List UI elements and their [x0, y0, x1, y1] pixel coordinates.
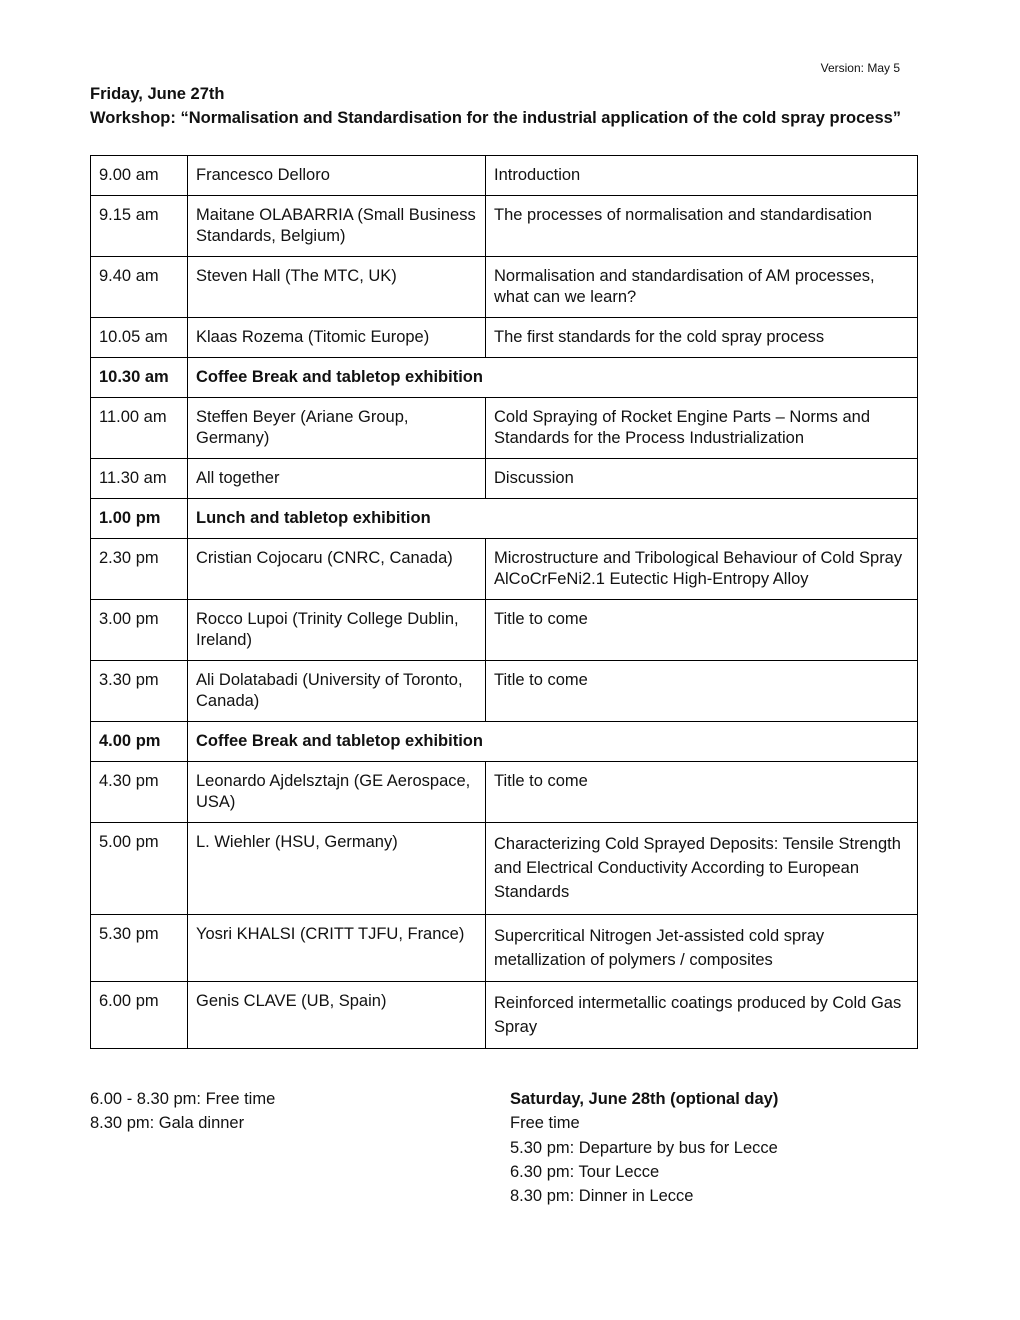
table-row [91, 318, 918, 358]
saturday-item: Free time [510, 1114, 580, 1133]
table-row [91, 661, 918, 722]
title-cell: Title to come [486, 762, 918, 823]
speaker-cell: Leonardo Ajdelsztajn (GE Aerospace, USA) [188, 762, 486, 823]
speaker-cell: Yosri KHALSI (CRITT TJFU, France) [188, 915, 486, 982]
time-cell: 3.00 pm [91, 600, 188, 661]
time-cell: 4.00 pm [91, 722, 188, 762]
saturday-item: 8.30 pm: Dinner in Lecce [510, 1187, 694, 1206]
speaker-cell: All together [188, 459, 486, 499]
speaker-cell: Ali Dolatabadi (University of Toronto, Canada) [188, 661, 486, 722]
title-cell: Discussion [486, 459, 918, 499]
time-cell: 9.15 am [91, 196, 188, 257]
time-cell: 10.30 am [91, 358, 188, 398]
time-cell: 5.00 pm [91, 823, 188, 915]
event-cell: Coffee Break and tabletop exhibition [188, 722, 918, 762]
table-row [91, 499, 918, 539]
table-row [91, 915, 918, 982]
workshop-title: Workshop: “Normalisation and Standardisation for the industrial application of the cold spray process” [90, 109, 902, 127]
table-row [91, 156, 918, 196]
table-row [91, 539, 918, 600]
saturday-item: 5.30 pm: Departure by bus for Lecce [510, 1138, 778, 1157]
title-cell: Normalisation and standardisation of AM processes, what can we learn? [486, 257, 918, 318]
saturday-title: Saturday, June 28th (optional day) [510, 1090, 779, 1108]
time-cell: 2.30 pm [91, 539, 188, 600]
table-row [91, 982, 918, 1049]
day-title: Friday, June 27th [90, 85, 225, 103]
speaker-cell: Steffen Beyer (Ariane Group, Germany) [188, 398, 486, 459]
title-cell: Microstructure and Tribological Behaviour of Cold Spray AlCoCrFeNi2.1 Eutectic High-Entropy Alloy [486, 539, 918, 600]
title-cell: Title to come [486, 600, 918, 661]
title-cell: The processes of normalisation and standardisation [486, 196, 918, 257]
time-cell: 11.00 am [91, 398, 188, 459]
time-cell: 9.40 am [91, 257, 188, 318]
speaker-cell: Steven Hall (The MTC, UK) [188, 257, 486, 318]
speaker-cell: Cristian Cojocaru (CNRC, Canada) [188, 539, 486, 600]
table-row [91, 459, 918, 499]
title-cell: Reinforced intermetallic coatings produced by Cold Gas Spray [486, 982, 918, 1049]
event-cell: Coffee Break and tabletop exhibition [188, 358, 918, 398]
schedule-table [90, 155, 918, 1049]
evening-program [90, 1087, 275, 1136]
speaker-cell: Genis CLAVE (UB, Spain) [188, 982, 486, 1049]
title-cell: Supercritical Nitrogen Jet-assisted cold spray metallization of polymers / composites [486, 915, 918, 982]
speaker-cell: Francesco Delloro [188, 156, 486, 196]
speaker-cell: Maitane OLABARRIA (Small Business Standards, Belgium) [188, 196, 486, 257]
table-row [91, 257, 918, 318]
page-heading [90, 82, 916, 130]
table-row [91, 196, 918, 257]
table-row [91, 722, 918, 762]
evening-item: 6.00 - 8.30 pm: Free time [90, 1090, 276, 1108]
time-cell: 10.05 am [91, 318, 188, 358]
table-row [91, 762, 918, 823]
time-cell: 3.30 pm [91, 661, 188, 722]
saturday-item: 6.30 pm: Tour Lecce [510, 1162, 660, 1181]
table-row [91, 600, 918, 661]
speaker-cell: L. Wiehler (HSU, Germany) [188, 823, 486, 915]
time-cell: 5.30 pm [91, 915, 188, 982]
title-cell: Introduction [486, 156, 918, 196]
table-row [91, 398, 918, 459]
table-row [91, 823, 918, 915]
version-label: Version: May 5 [820, 61, 900, 75]
speaker-cell: Rocco Lupoi (Trinity College Dublin, Ireland) [188, 600, 486, 661]
title-cell: Cold Spraying of Rocket Engine Parts – Norms and Standards for the Process Industrialization [486, 398, 918, 459]
time-cell: 6.00 pm [91, 982, 188, 1049]
saturday-program [510, 1087, 778, 1208]
time-cell: 1.00 pm [91, 499, 188, 539]
speaker-cell: Klaas Rozema (Titomic Europe) [188, 318, 486, 358]
title-cell: Title to come [486, 661, 918, 722]
event-cell: Lunch and tabletop exhibition [188, 499, 918, 539]
title-cell: The first standards for the cold spray process [486, 318, 918, 358]
time-cell: 11.30 am [91, 459, 188, 499]
time-cell: 9.00 am [91, 156, 188, 196]
title-cell: Characterizing Cold Sprayed Deposits: Tensile Strength and Electrical Conductivity According to European Standards [486, 823, 918, 915]
table-row [91, 358, 918, 398]
evening-item: 8.30 pm: Gala dinner [90, 1114, 245, 1133]
time-cell: 4.30 pm [91, 762, 188, 823]
